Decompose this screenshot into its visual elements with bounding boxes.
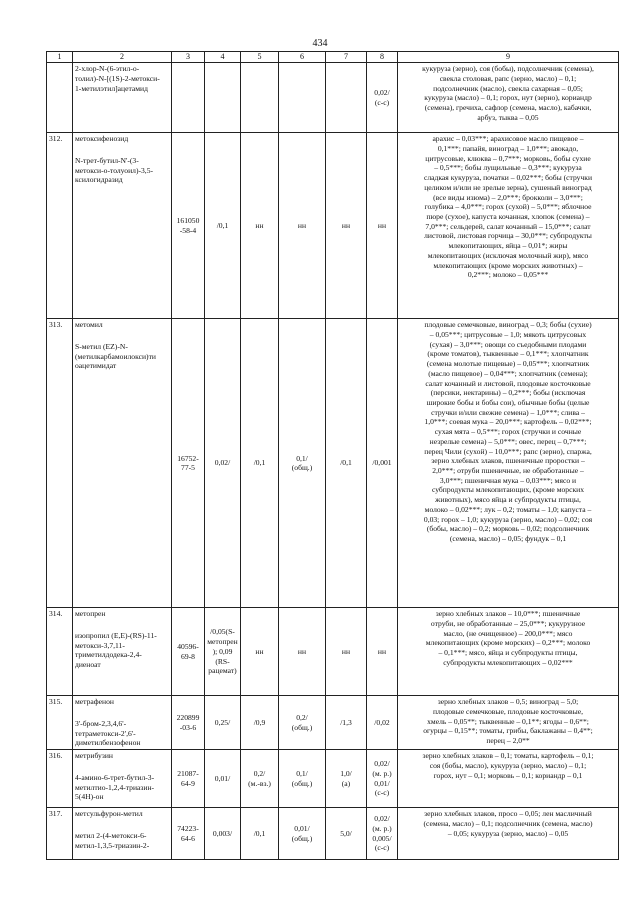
substance-name-line: (метилкарбамоилокси)ти [75, 351, 156, 361]
table-row [47, 808, 619, 860]
substance-name-line: метопрен [75, 609, 106, 619]
residue-line: 2,0***; отруби пшеничные, не обработанные – [432, 466, 584, 476]
residue-line: (все виды изюма) – 2,0***; брокколи – 3,0***; [433, 192, 583, 202]
column-header: 7 [326, 52, 367, 63]
residue-line: (семена молотые пищевые) – 0,05***; хлопчатник [426, 359, 590, 369]
residue-line: целиком и/или не зрелые зерна), сушеный виноград [424, 182, 592, 192]
residue-line: млекопитающих (исключая молочный жир), мясо [427, 250, 589, 260]
residue-line: 0,2***; молоко – 0,05*** [467, 270, 549, 280]
residue-line: зерно хлебных злаков – 0,5; виноград – 5,0; [437, 697, 579, 707]
residue-line: – 0,05***; цитрусовые – 1,0; мякоть цитрусовых [429, 329, 587, 339]
substance-name-cell [73, 133, 172, 319]
cas-number: 21087- 64-9 [172, 750, 205, 808]
value-column-4: 0,25/ [205, 696, 241, 750]
value-column-5: 0,2/ (м.-вз.) [241, 750, 279, 808]
substance-name-line: оацетимидат [75, 361, 117, 371]
table-row [47, 319, 619, 608]
residue-line: животных), мясо яйца и субпродукты птицы, [435, 495, 581, 505]
value-column-6: 0,2/ (общ.) [279, 696, 326, 750]
residue-line: (кроме томатов), тыквенные – 0,1***; хлопчатник [427, 349, 589, 359]
residue-line: голубика – 4,0***; горох (сухой) – 5,0***; яблочное [424, 202, 592, 212]
substance-name-line: метокси-3,7,11- [75, 640, 125, 650]
residue-line: кукуруза (масло) – 0,1; горох, нут (зерно), кориандр [424, 93, 592, 103]
table-row [47, 750, 619, 808]
residue-line: стручки и/или свежие семена) – 1,0***; слива – [431, 407, 585, 417]
value-column-8: /0,001 [367, 319, 398, 608]
row-number: 312. [47, 133, 73, 319]
substance-name-cell [73, 696, 172, 750]
residue-line: субпродукты млекопитающих – 0,02*** [443, 657, 573, 667]
row-number [47, 63, 73, 133]
page-number: 434 [312, 38, 328, 49]
value-column-6: 0,01/ (общ.) [279, 808, 326, 860]
substance-name-line: триметилдодека-2,4- [75, 650, 142, 660]
row-number: 315. [47, 696, 73, 750]
residue-line: свекла столовая, рапс (зерно, масло) – 0,1; [439, 73, 577, 83]
residue-line: (семена, масло) – 0,1; подсолнечник (семена, масло) [423, 818, 593, 828]
table-row [47, 696, 619, 750]
table-row [47, 63, 619, 133]
residue-line: 0,1***; папайя, виноград – 1,0***; авокадо, [437, 143, 579, 153]
value-column-4: 0,02/ [205, 319, 241, 608]
residue-line: цитрусовые, клюква – 0,7***; морковь, бобы сухие [425, 153, 591, 163]
value-column-8: 0,02/ (м. р.) 0,005/ (с-с) [367, 808, 398, 860]
value-column-6: нн [279, 133, 326, 319]
residue-line: кукуруза (зерно), соя (бобы), подсолнечник (семена), [422, 64, 594, 74]
residue-line: (семена, масло) – 0,05; фундук – 0,1 [449, 534, 567, 544]
regulation-table [46, 51, 619, 860]
residue-limits-cell [398, 319, 619, 608]
substance-name-line [75, 619, 169, 631]
value-column-5: /0,1 [241, 808, 279, 860]
column-header: 9 [398, 52, 619, 63]
substance-name-line: диеноат [75, 660, 101, 670]
residue-line: горох, нут – 0,1; морковь – 0,1; кориандр – 0,1 [433, 770, 583, 780]
residue-line: арбуз, тыква – 0,05 [477, 112, 539, 122]
residue-limits-cell [398, 750, 619, 808]
cas-number [172, 63, 205, 133]
value-column-8: 0,02/ (м. р.) 0,01/ (с-с) [367, 750, 398, 808]
substance-name-line: ксилогидразид [75, 175, 123, 185]
value-column-5 [241, 63, 279, 133]
substance-name-cell [73, 63, 172, 133]
substance-name-cell [73, 750, 172, 808]
residue-line: зерно хлебных злаков, пшеничные проростки – [431, 456, 585, 466]
value-column-7: нн [326, 133, 367, 319]
column-header: 2 [73, 52, 172, 63]
residue-line: (сухая) – 3,0***; овощи со съедобными плодами [429, 339, 587, 349]
row-number: 313. [47, 319, 73, 608]
substance-name-line: толил)-N-[(1S)-2-метокси- [75, 73, 160, 83]
value-column-5: /0,1 [241, 319, 279, 608]
residue-limits-cell [398, 608, 619, 696]
substance-name-line: метокси-о-толуоил)-3,5- [75, 165, 154, 175]
residue-line: – 0,5***; бобы лущильные – 0,3***; кукуруза [434, 163, 582, 173]
residue-line: салат кочанный и листовой, плодовые косточковые [425, 378, 591, 388]
value-column-4: 0,01/ [205, 750, 241, 808]
value-column-7: 5,0/ [326, 808, 367, 860]
table-row [47, 133, 619, 319]
column-header: 4 [205, 52, 241, 63]
residue-line: 3,0***; пшеничная мука – 0,03***; мясо и [439, 475, 577, 485]
substance-name-line: N-трет-бутил-N'-(3- [75, 155, 139, 165]
residue-line: зерно хлебных злаков – 10,0***; пшеничные [435, 609, 581, 619]
residue-line: (персики, нектарины) – 0,2***; бобы (исключая [430, 388, 586, 398]
substance-name-line: метрафенон [75, 697, 114, 707]
substance-name-line [75, 330, 169, 342]
substance-name-line: метомил [75, 320, 103, 330]
substance-name-line: 2-хлор-N-(6-этил-о- [75, 64, 140, 74]
column-header: 5 [241, 52, 279, 63]
value-column-8: 0,02/ (с-с) [367, 63, 398, 133]
substance-name-line: S-метил (EZ)-N- [75, 341, 128, 351]
column-header: 1 [47, 52, 73, 63]
value-column-4 [205, 63, 241, 133]
value-column-7 [326, 63, 367, 133]
residue-line: пюре (сухое), капуста кочанная, хлопок (семена) – [426, 211, 590, 221]
value-column-7: нн [326, 608, 367, 696]
column-header-row [47, 52, 619, 63]
substance-name-line [75, 761, 169, 773]
cas-number: 74223- 64-6 [172, 808, 205, 860]
cas-number: 220899 -03-6 [172, 696, 205, 750]
residue-line: сухая мята – 0,5***; горох (стручки и сочные [434, 427, 582, 437]
substance-name-line: 4-амино-6-трет-бутил-3- [75, 772, 155, 782]
cas-number: 16752- 77-5 [172, 319, 205, 608]
row-number: 317. [47, 808, 73, 860]
residue-line: сладкая кукуруза, початки – 0,02***; бобы (стручки [423, 173, 593, 183]
substance-name-line: 1-метилэтил]ацетамид [75, 83, 148, 93]
residue-line: (бобы, масло) – 0,2; морковь – 0,02; подсолнечник [426, 524, 590, 534]
substance-name-line: тетраметокси-2',6'- [75, 728, 136, 738]
residue-line: плодовые семечковые, виноград – 0,3; бобы (сухие) [424, 320, 592, 330]
value-column-4: /0,1 [205, 133, 241, 319]
residue-line: листовой, листовая горчица – 30,0***; субпродукты [424, 231, 592, 241]
residue-limits-cell [398, 133, 619, 319]
value-column-7: /0,1 [326, 319, 367, 608]
column-header: 6 [279, 52, 326, 63]
residue-line: плодовые семечковые, плодовые косточковые, [432, 706, 584, 716]
residue-line: масло, (не очищенное) – 200,0***; мясо [443, 628, 573, 638]
substance-name-line: метоксифенозид [75, 134, 129, 144]
residue-line: перец – 2,0** [486, 736, 530, 746]
substance-name-line: метрибузин [75, 751, 113, 761]
cas-number: 161050 -58-4 [172, 133, 205, 319]
residue-line: млекопитающих (кроме морских) – 0,2***; молоко [425, 638, 591, 648]
value-column-5: нн [241, 608, 279, 696]
residue-line: субпродукты млекопитающих, (кроме морских [431, 485, 585, 495]
residue-line: соя (бобы, масло), кукуруза (зерно, масло) – 0,1; [429, 760, 587, 770]
substance-name-line: изопропил (E,E)-(RS)-11- [75, 630, 157, 640]
residue-limits-cell [398, 808, 619, 860]
value-column-5: нн [241, 133, 279, 319]
residue-line: 0,03; горох – 1,0; кукуруза (зерно, масло) – 0,02; соя [423, 514, 593, 524]
substance-name-line [75, 819, 169, 831]
row-number: 316. [47, 750, 73, 808]
residue-line: зерно хлебных злаков, просо – 0,05; лен масличный [424, 809, 592, 819]
residue-line: арахис – 0,03***; арахисовое масло пищевое – [432, 134, 584, 144]
value-column-4: 0,003/ [205, 808, 241, 860]
substance-name-cell [73, 319, 172, 608]
value-column-6 [279, 63, 326, 133]
column-header: 3 [172, 52, 205, 63]
substance-name-line: 5(4H)-он [75, 792, 104, 802]
residue-line: подсолнечник (масло), свекла сахарная – 0,05; [433, 83, 583, 93]
residue-line: огурцы – 0,15**; томаты, грибы, баклажаны – 0,4**; [423, 726, 593, 736]
substance-name-cell [73, 808, 172, 860]
residue-line: – 0,1***; мясо, яйца и субпродукты птицы, [438, 648, 578, 658]
cas-number: 40596- 69-8 [172, 608, 205, 696]
residue-line: широкие бобы и бобы сои), обычные бобы (целые [426, 397, 590, 407]
column-header: 8 [367, 52, 398, 63]
value-column-6: 0,1/ (общ.) [279, 750, 326, 808]
substance-name-line: метил 2-(4-метокси-6- [75, 830, 147, 840]
residue-limits-cell [398, 63, 619, 133]
value-column-5: /0,9 [241, 696, 279, 750]
residue-line: молоко – 0,02***; лук – 0,2; томаты – 1,0; капуста – [424, 504, 592, 514]
value-column-6: 0,1/ (общ.) [279, 319, 326, 608]
substance-name-line: метилтио-1,2,4-триазин- [75, 782, 155, 792]
residue-line: незрелые семена) – 5,0***; овес, перец – 0,7***; [429, 436, 587, 446]
residue-line: 7,0***; сельдерей, салат кочанный – 15,0***; салат [425, 221, 591, 231]
value-column-7: 1,0/ (а) [326, 750, 367, 808]
residue-line: млекопитающих (кроме морских животных) – [433, 260, 583, 270]
substance-name-line: 3'-бром-2,3,4,6'- [75, 718, 127, 728]
value-column-6: нн [279, 608, 326, 696]
row-number: 314. [47, 608, 73, 696]
value-column-7: /1,3 [326, 696, 367, 750]
residue-line: перец Чили (сухой) – 10,0***; рапс (зерно), спаржа, [424, 446, 592, 456]
substance-name-cell [73, 608, 172, 696]
residue-line: 1,0***; соевая мука – 20,0***; картофель – 0,02***; [424, 417, 592, 427]
table-row [47, 608, 619, 696]
residue-line: зерно хлебных злаков – 0,1; томаты, картофель – 0,1; [422, 751, 594, 761]
value-column-8: нн [367, 608, 398, 696]
substance-name-line: диметилбензофенон [75, 738, 141, 748]
substance-name-line [75, 707, 169, 719]
residue-line: (масло пищевое) – 0,04***; хлопчатник (семена); [428, 368, 588, 378]
value-column-8: /0,02 [367, 696, 398, 750]
substance-name-line: метил-1,3,5-триазин-2- [75, 840, 150, 850]
residue-line: – 0,05; кукуруза (зерно, масло) – 0,05 [447, 828, 569, 838]
value-column-8: нн [367, 133, 398, 319]
residue-line: хмель – 0,05**; тыквенные – 0,1**; ягоды – 0,6**; [427, 716, 589, 726]
residue-line: отруби, не обработанные – 25,0***; кукурузное [430, 618, 586, 628]
substance-name-line [75, 144, 169, 156]
residue-line: млекопитающих, яйца – 0,01*; жиры [448, 241, 568, 251]
value-column-4: /0,05(S- метопрен ); 0,09 (RS- рацемат) [205, 608, 241, 696]
residue-limits-cell [398, 696, 619, 750]
residue-line: (семена), гречиха, сафлор (семена, масло), кабачки, [424, 103, 592, 113]
substance-name-line: метсульфурон-метил [75, 809, 143, 819]
